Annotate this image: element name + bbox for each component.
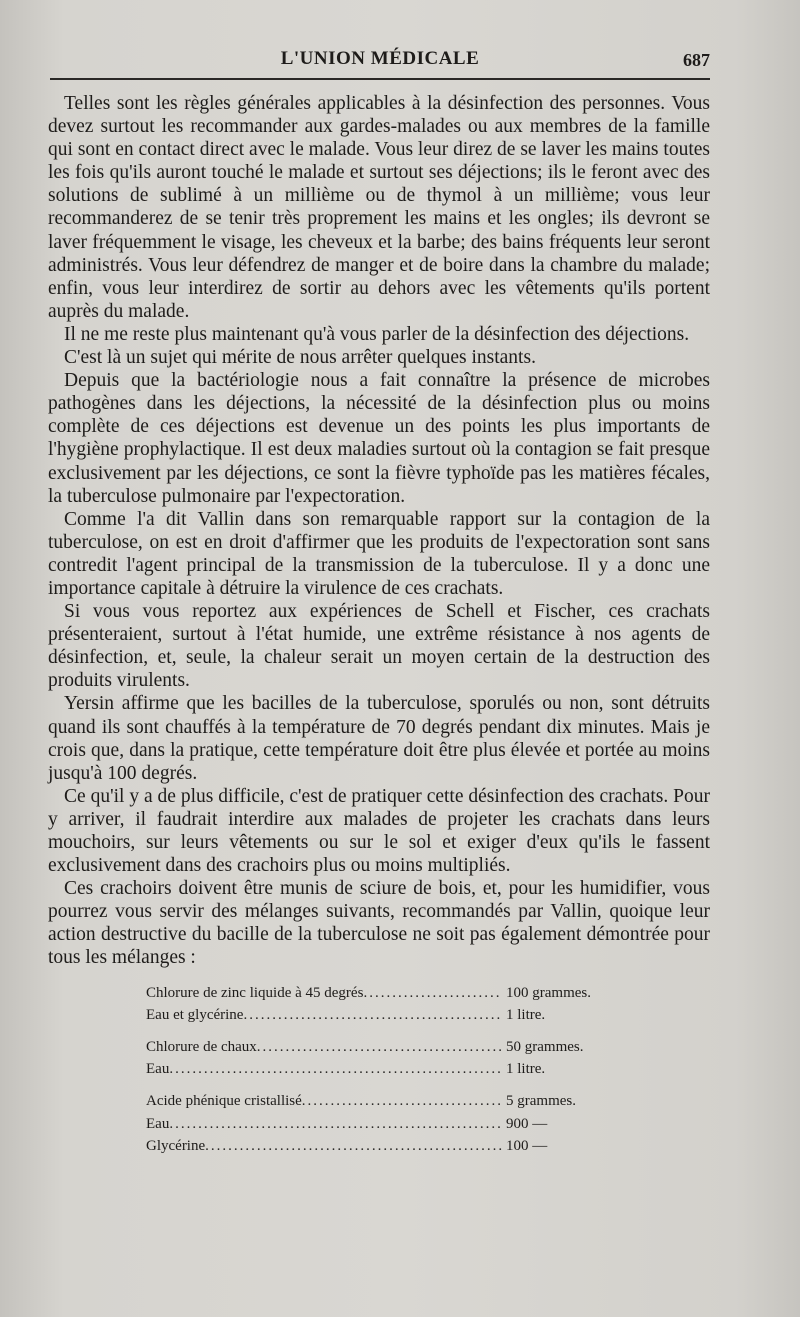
leader-dots (302, 1090, 502, 1113)
quantity: 5 grammes. (506, 1092, 576, 1109)
ingredient: Chlorure de chaux (146, 1038, 257, 1055)
ingredient: Eau et glycérine (146, 1007, 244, 1024)
paragraph: Ce qu'il y a de plus difficile, c'est de pratiquer cette désinfection des crachats. Pour y arriver, il faudrait interdire aux malades de projeter les crachats dans leurs mouchoirs, sur leurs vêtements ou sur le sol et exiger d'eux qu'ils le fassent exclusivement dans des crachoirs plus ou moins multipliés. (48, 785, 710, 877)
paragraph: C'est là un sujet qui mérite de nous arrêter quelques instants. (64, 347, 536, 369)
quantity: 900 — (506, 1115, 548, 1132)
recipe-line (146, 1004, 626, 1027)
quantity: 1 litre. (506, 1007, 546, 1024)
leader-dots (205, 1135, 502, 1158)
recipe-list (146, 982, 626, 1158)
leader-dots (243, 1004, 502, 1027)
quantity: 50 grammes. (506, 1038, 584, 1055)
ingredient: Chlorure de zinc liquide à 45 degrés (146, 984, 364, 1001)
recipe-zinc-chloride (146, 982, 626, 1027)
recipe-phenic-acid (146, 1090, 626, 1158)
ingredient: Glycérine (146, 1138, 206, 1155)
leader-dots (169, 1058, 502, 1081)
recipe-line (146, 1090, 626, 1113)
header-rule (50, 78, 710, 80)
ingredient: Acide phénique cristallisé (146, 1092, 302, 1109)
leader-dots (169, 1113, 502, 1136)
page-number: 687 (683, 50, 710, 70)
recipe-line (146, 982, 626, 1005)
leader-dots (257, 1036, 502, 1059)
leader-dots (363, 982, 502, 1005)
recipe-line (146, 1036, 626, 1059)
paragraph: Depuis que la bactériologie nous a fait connaître la présence de microbes pathogènes dans les déjections, la nécessité de la désinfection plus ou moins complète de ces déjections est devenue un des points les plus importants de l'hygiène prophylactique. Il est deux maladies surtout où la contagion se fait presque exclusivement par les déjections, ce sont la fièvre typhoïde pas les matières fécales, la tuberculose pulmonaire par l'expectoration. (48, 370, 710, 507)
paragraph: Si vous vous reportez aux expériences de Schell et Fischer, ces crachats présenteraient, surtout à l'état humide, une extrême résistance à nos agents de désinfection, et, seule, la chaleur serait un moyen certain de la destruction des produits virulents. (48, 601, 710, 692)
ingredient: Eau (146, 1115, 170, 1132)
recipe-line (146, 1058, 626, 1081)
recipe-chloride-of-lime (146, 1036, 626, 1081)
ingredient: Eau (146, 1061, 170, 1078)
running-header (50, 44, 710, 74)
quantity: 1 litre. (506, 1061, 546, 1078)
paragraph: Ces crachoirs doivent être munis de sciure de bois, et, pour les humidifier, vous pourrez vous servir des mélanges suivants, recommandés par Vallin, quoique leur action destructive du bacille de la tuberculose ne soit pas également démontrée pour tous les mélanges : (48, 878, 710, 969)
paragraph: Yersin affirme que les bacilles de la tuberculose, sporulés ou non, sont détruits quand ils sont chauffés à la température de 70 degrés pendant dix minutes. Mais je crois que, dans la pratique, cette température doit être plus élevée et portée au moins jusqu'à 100 degrés. (48, 693, 710, 784)
quantity: 100 grammes. (506, 984, 591, 1001)
quantity: 100 — (506, 1138, 548, 1155)
recipe-line (146, 1135, 626, 1158)
recipe-line (146, 1113, 626, 1136)
paragraph: Comme l'a dit Vallin dans son remarquable rapport sur la contagion de la tuberculose, on est en droit d'affirmer que les produits de l'expectoration sont sans contredit l'agent principal de la transmission de la tuberculose. Il y a donc une importance capitale à détruire la virulence de ces crachats. (48, 508, 710, 599)
running-title: L'UNION MÉDICALE (280, 48, 480, 69)
paragraph: Telles sont les règles générales applicables à la désinfection des personnes. Vous devez surtout les recommander aux gardes-malades ou aux membres de la famille qui sont en contact direct avec le malade. Vous leur direz de se laver les mains toutes les fois qu'ils auront touché le malade et surtout ses déjections; ils le feront avec des solutions de sublimé à un millième ou de thymol à un millième; vous leur recommanderez de se tenir très proprement les mains et les ongles; ils devront se laver fréquemment le visage, les cheveux et la barbe; des bains fréquents leur seront administrés. Vous leur défendrez de manger et de boire dans la chambre du malade; enfin, vous leur interdirez de sortir au dehors avec les vêtements qu'ils portent auprès du malade. (48, 93, 710, 322)
paragraph: Il ne me reste plus maintenant qu'à vous parler de la désinfection des déjections. (64, 323, 690, 345)
body-text (48, 92, 710, 1167)
